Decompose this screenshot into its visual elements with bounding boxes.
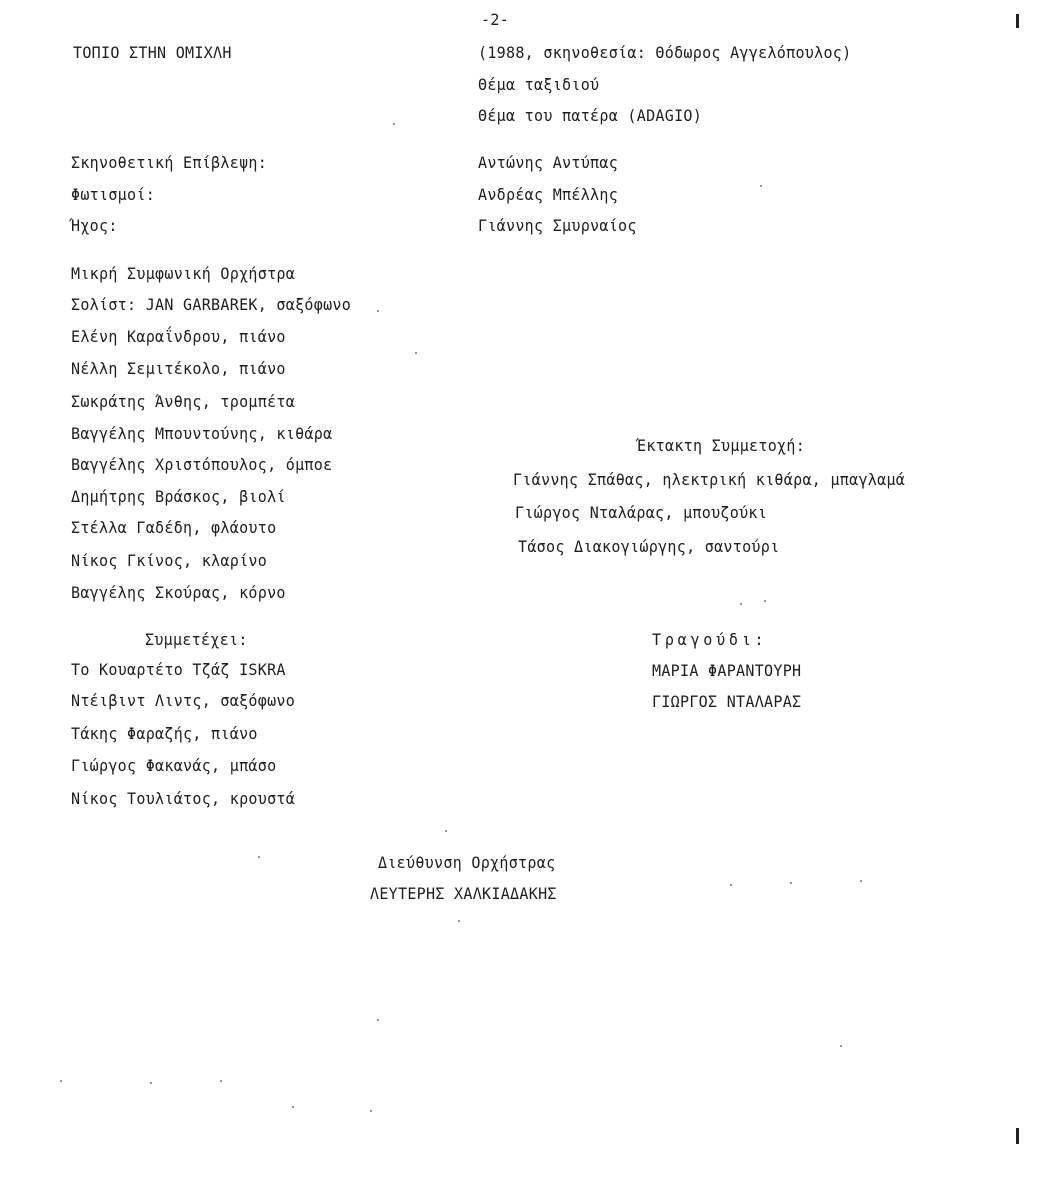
scan-speck — [370, 1110, 372, 1112]
credit-role: Σκηνοθετική Επίβλεψη: — [71, 153, 268, 172]
film-info: (1988, σκηνοθεσία: Θόδωρος Αγγελόπουλος) — [478, 43, 852, 62]
scan-edge-mark — [1016, 14, 1019, 28]
theme-father: Θέμα του πατέρα (ADAGIO) — [478, 106, 703, 125]
scan-speck — [730, 884, 732, 886]
song-heading: Τραγούδι: — [652, 630, 768, 649]
orchestra-line: Νέλλη Σεμιτέκολο, πιάνο — [71, 359, 286, 378]
orchestra-line: Βαγγέλης Μπουντούνης, κιθάρα — [71, 424, 333, 443]
scan-speck — [740, 603, 742, 605]
scan-speck — [445, 830, 447, 832]
credit-name: Ανδρέας Μπέλλης — [478, 185, 619, 204]
orchestra-line: Σολίστ: JAN GARBAREK, σαξόφωνο — [71, 295, 352, 314]
special-member: Τάσος Διακογιώργης, σαντούρι — [518, 537, 780, 556]
participant-line: Γιώργος Φακανάς, μπάσο — [71, 756, 277, 775]
singer: ΓΙΩΡΓΟΣ ΝΤΑΛΑΡΑΣ — [652, 692, 802, 711]
scan-speck — [458, 920, 460, 922]
participant-line: Το Κουαρτέτο Τζάζ ISKRA — [71, 660, 286, 679]
scan-speck — [764, 600, 766, 602]
scan-speck — [292, 1106, 294, 1108]
orchestra-line: Δημήτρης Βράσκος, βιολί — [71, 487, 286, 506]
conductor-heading: Διεύθυνση Ορχήστρας — [378, 853, 556, 872]
scan-speck — [150, 1082, 152, 1084]
orchestra-line: Μικρή Συμφωνική Ορχήστρα — [71, 264, 296, 283]
page-number: -2- — [481, 10, 510, 29]
participants-heading: Συμμετέχει: — [145, 630, 248, 649]
singer: ΜΑΡΙΑ ΦΑΡΑΝΤΟΥΡΗ — [652, 661, 802, 680]
orchestra-line: Ελένη Καραΐνδρου, πιάνο — [71, 327, 286, 346]
special-member: Γιώργος Νταλάρας, μπουζούκι — [515, 503, 768, 522]
scan-speck — [393, 123, 395, 125]
credit-name: Αντώνης Αντύπας — [478, 153, 619, 172]
scan-speck — [258, 856, 260, 858]
credit-role: Φωτισμοί: — [71, 185, 156, 204]
orchestra-line: Σωκράτης Άνθης, τρομπέτα — [71, 392, 296, 411]
scan-speck — [790, 882, 792, 884]
scan-speck — [415, 352, 417, 354]
special-heading: Έκτακτη Συμμετοχή: — [637, 436, 806, 455]
scan-speck — [60, 1080, 62, 1082]
participant-line: Νίκος Τουλιάτος, κρουστά — [71, 789, 296, 808]
scan-speck — [840, 1045, 842, 1047]
participant-line: Ντέιβιντ Λιντς, σαξόφωνο — [71, 691, 296, 710]
credit-role: Ήχος: — [71, 216, 118, 235]
scan-speck — [760, 185, 762, 187]
orchestra-line: Βαγγέλης Σκούρας, κόρνο — [71, 583, 286, 602]
scan-speck — [377, 1019, 379, 1021]
orchestra-line: Νίκος Γκίνος, κλαρίνο — [71, 551, 268, 570]
scan-edge-mark — [1016, 1128, 1019, 1144]
participant-line: Τάκης Φαραζής, πιάνο — [71, 724, 258, 743]
scan-speck — [860, 880, 862, 882]
special-member: Γιάννης Σπάθας, ηλεκτρική κιθάρα, μπαγλαμά — [513, 470, 906, 489]
orchestra-line: Βαγγέλης Χριστόπουλος, όμποε — [71, 455, 333, 474]
scan-speck — [220, 1080, 222, 1082]
document-title: ΤΟΠΙΟ ΣΤΗΝ ΟΜΙΧΛΗ — [73, 43, 232, 62]
conductor-name: ΛΕΥΤΕΡΗΣ ΧΑΛΚΙΑΔΑΚΗΣ — [370, 884, 557, 903]
orchestra-line: Στέλλα Γαδέδη, φλάουτο — [71, 518, 277, 537]
scan-speck — [377, 310, 379, 312]
theme-journey: Θέμα ταξιδιού — [478, 75, 600, 94]
credit-name: Γιάννης Σμυρναίος — [478, 216, 637, 235]
